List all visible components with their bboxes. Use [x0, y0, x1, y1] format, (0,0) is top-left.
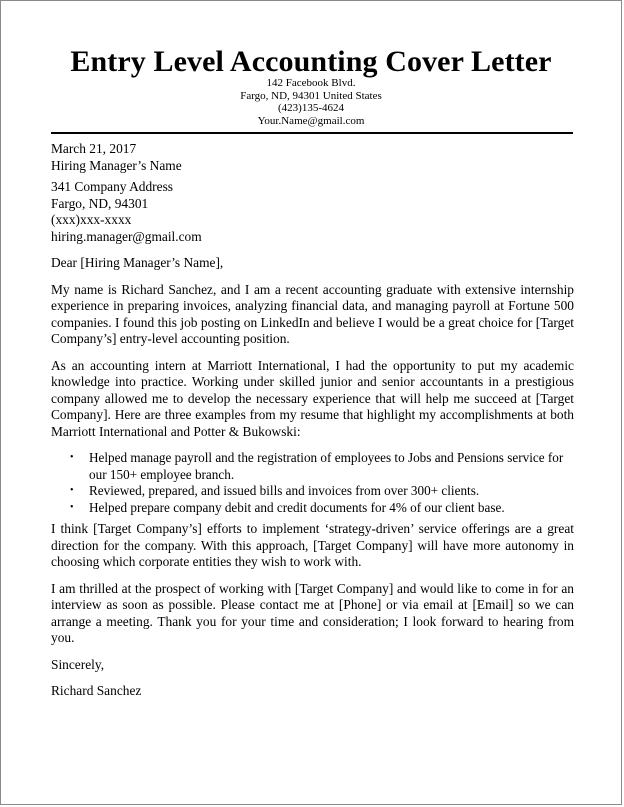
paragraph-company: I think [Target Company’s] efforts to implement ‘strategy-driven’ service offerings are a great direction for the company. With this approach, [Target Company] will have more autonomy in choosing which corporate entities they wish to work with. — [51, 521, 574, 569]
list-item — [51, 500, 574, 517]
list-item-text: Helped manage payroll and the registration of employees to Jobs and Pensions service for our 150+ employee branch. — [89, 450, 564, 482]
bullet-icon: • — [70, 501, 74, 513]
accomplishments-list — [51, 450, 574, 516]
salutation: Dear [Hiring Manager’s Name], — [51, 255, 224, 270]
bullet-icon: • — [70, 452, 74, 463]
sender-address-line1: 142 Facebook Blvd. — [266, 77, 356, 89]
letter-body — [51, 141, 574, 700]
paragraph-intro: My name is Richard Sanchez, and I am a recent accounting graduate with extensive internship experience in preparing invoices, analyzing financial data, and managing payroll at Fortune 500 companies. I found this job posting on LinkedIn and believe I would be a great choice for [Target Company’s] entry-level accounting position. — [51, 281, 574, 346]
list-item-text: Reviewed, prepared, and issued bills and invoices from over 300+ clients. — [89, 483, 480, 498]
recipient-address-line1: 341 Company Address — [51, 179, 173, 194]
paragraph-experience: As an accounting intern at Marriott International, I had the opportunity to put my academic knowledge into practice. Working under skilled junior and senior accountants in a prestigious company allowed me to develop the necessary experience that will help me succeed at [Target Company]. Here are three examples from my resume that highlight my accomplishments at both Marriott International and Potter & Bukowski: — [51, 357, 574, 439]
paragraph-closing: I am thrilled at the prospect of working with [Target Company] and would like to come in for an interview as soon as possible. Please contact me at [Phone] or via email at [Email] so we can arrange a meeting. Thank you for your time and consideration; I look forward to hearing from you. — [51, 580, 574, 645]
list-item — [51, 483, 574, 500]
sender-contact-block — [1, 77, 621, 127]
closing-phrase: Sincerely, — [51, 656, 105, 672]
header-divider — [51, 132, 573, 134]
bullet-icon: • — [70, 485, 74, 496]
list-item-text: Helped prepare company debit and credit documents for 4% of our client base. — [89, 499, 505, 515]
sender-address-line2: Fargo, ND, 94301 United States — [240, 89, 382, 102]
recipient-name: Hiring Manager’s Name — [51, 157, 182, 173]
sender-phone: (423)135-4624 — [278, 102, 344, 114]
recipient-phone: (xxx)xxx-xxxx — [51, 212, 132, 227]
letter-date: March 21, 2017 — [51, 141, 137, 156]
sender-email: Your.Name@gmail.com — [257, 114, 365, 127]
signature-name: Richard Sanchez — [51, 683, 142, 698]
recipient-address-line2: Fargo, ND, 94301 — [51, 195, 149, 211]
document-title: Entry Level Accounting Cover Letter — [70, 45, 552, 78]
list-item — [51, 450, 574, 483]
recipient-email: hiring.manager@gmail.com — [51, 228, 202, 244]
